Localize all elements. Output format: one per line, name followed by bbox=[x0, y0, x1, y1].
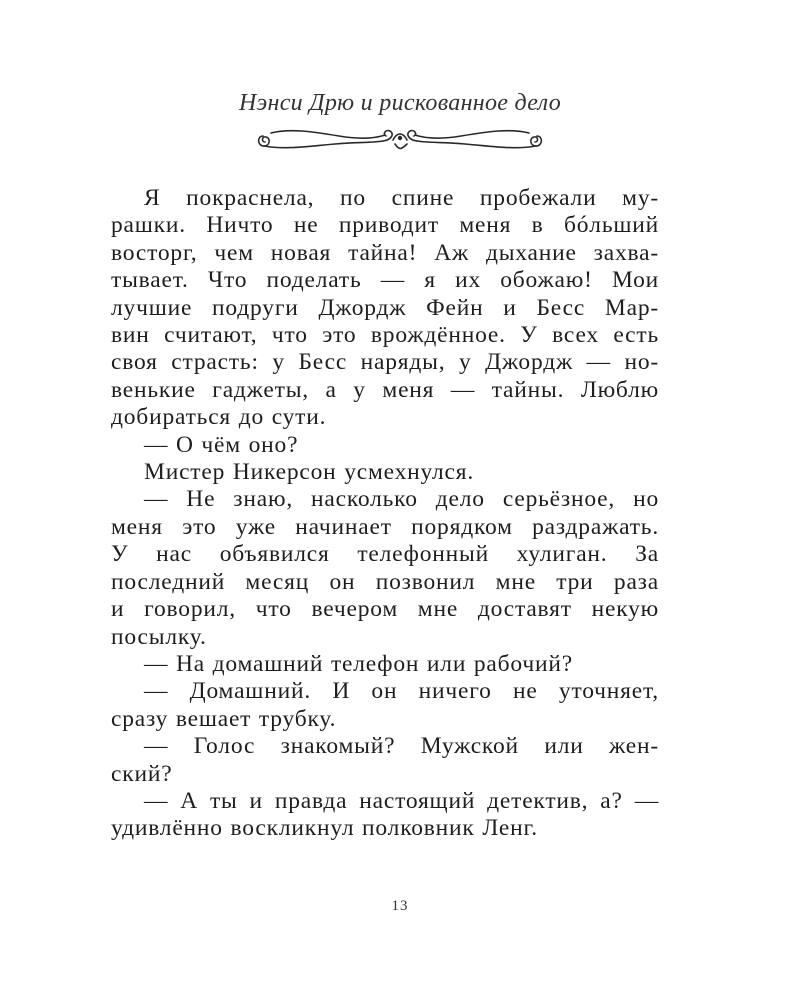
text-line: Я покраснела, по спине пробежали му- bbox=[144, 185, 659, 211]
text-line: и говорил, что вечером мне доставят некую bbox=[111, 596, 659, 623]
page-header bbox=[0, 88, 800, 158]
text-line: венькие гаджеты, а у меня — тайны. Люблю bbox=[111, 376, 659, 403]
page-number: 13 bbox=[391, 898, 409, 914]
text-line: Мистер Никерсон усмехнулся. bbox=[144, 459, 475, 486]
text-line: посылку. bbox=[111, 623, 207, 650]
text-line: вин считают, что это врождённое. У всех есть bbox=[111, 322, 659, 349]
scroll-flourish-icon bbox=[255, 122, 545, 158]
text-line: тывает. Что поделать — я их обожаю! Мои bbox=[111, 267, 659, 294]
text-line: — А ты и правда настоящий детектив, а? — bbox=[144, 787, 659, 814]
text-line: добираться до сути. bbox=[111, 404, 327, 431]
text-line: — О чём оно? bbox=[144, 431, 299, 458]
text-line: рашки. Ничто не приводит меня в бóльший bbox=[111, 212, 659, 239]
running-title: Нэнси Дрю и рискованное дело bbox=[239, 90, 561, 116]
text-line: У нас объявился телефонный хулиган. За bbox=[111, 541, 659, 568]
text-line: — На домашний телефон или рабочий? bbox=[144, 650, 573, 677]
text-line: — Голос знакомый? Мужской или жен- bbox=[144, 733, 659, 760]
text-line: своя страсть: у Бесс наряды, у Джордж — но- bbox=[111, 349, 659, 376]
text-line: ский? bbox=[111, 760, 173, 787]
text-line: удивлённо воскликнул полковник Ленг. bbox=[111, 815, 538, 842]
text-line: сразу вешает трубку. bbox=[111, 705, 337, 732]
text-line: меня это уже начинает порядком раздражать. bbox=[111, 513, 659, 540]
text-line: — Домашний. И он ничего не уточняет, bbox=[144, 678, 659, 705]
body-text bbox=[111, 185, 659, 843]
text-line: восторг, чем новая тайна! Аж дыхание захва- bbox=[111, 239, 659, 266]
text-line: лучшие подруги Джордж Фейн и Бесс Мар- bbox=[111, 294, 659, 321]
text-line: последний месяц он позвонил мне три раза bbox=[111, 568, 659, 595]
text-line: — Не знаю, насколько дело серьёзное, но bbox=[144, 486, 659, 513]
